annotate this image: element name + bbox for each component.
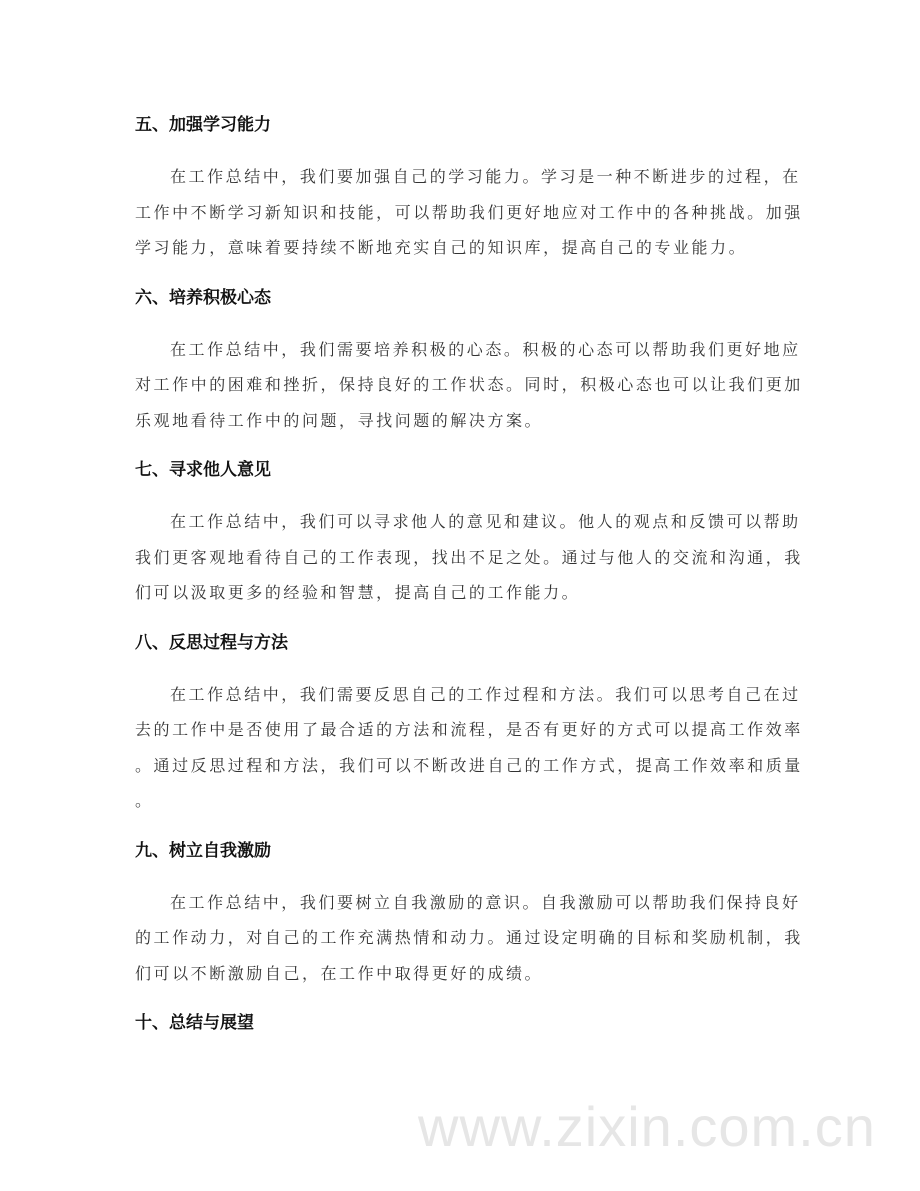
paragraph-line: 工作中不断学习新知识和技能，可以帮助我们更好地应对工作中的各种挑战。加强 — [135, 202, 803, 222]
section-paragraph — [135, 677, 803, 819]
paragraph-line: 我们更客观地看待自己的工作表现，找出不足之处。通过与他人的交流和沟通，我 — [135, 547, 803, 567]
paragraph-line: 们可以不断激励自己，在工作中取得更好的成绩。 — [135, 963, 544, 983]
watermark: www.zixin.com.cn — [418, 1095, 876, 1158]
paragraph-line: 在工作总结中，我们要树立自我激励的意识。自我激励可以帮助我们保持良好 — [170, 892, 801, 912]
section-paragraph — [135, 885, 803, 992]
paragraph-line: 们可以汲取更多的经验和智慧，提高自己的工作能力。 — [135, 583, 581, 602]
section-heading: 五、加强学习能力 — [135, 115, 271, 135]
section-paragraph — [135, 159, 803, 266]
paragraph-line: 对工作中的困难和挫折，保持良好的工作状态。同时，积极心态也可以让我们更加 — [135, 375, 803, 394]
paragraph-line: 。 — [135, 791, 154, 810]
section-heading: 六、培养积极心态 — [135, 287, 271, 308]
paragraph-line: 在工作总结中，我们要加强自己的学习能力。学习是一种不断进步的过程，在 — [170, 167, 801, 186]
paragraph-line: 的工作动力，对自己的工作充满热情和动力。通过设定明确的目标和奖励机制，我 — [135, 928, 803, 947]
paragraph-line: 在工作总结中，我们需要反思自己的工作过程和方法。我们可以思考自己在过 — [170, 684, 801, 704]
section-heading: 八、反思过程与方法 — [135, 632, 288, 653]
paragraph-line: 在工作总结中，我们需要培养积极的心态。积极的心态可以帮助我们更好地应 — [170, 339, 801, 359]
paragraph-line: 在工作总结中，我们可以寻求他人的意见和建议。他人的观点和反馈可以帮助 — [170, 512, 801, 531]
document-body — [135, 107, 803, 1057]
paragraph-line: 去的工作中是否使用了最合适的方法和流程，是否有更好的方式可以提高工作效率 — [135, 720, 803, 739]
section-heading: 七、寻求他人意见 — [135, 460, 271, 480]
paragraph-line: 学习能力，意味着要持续不断地充实自己的知识库，提高自己的专业能力。 — [135, 238, 748, 257]
paragraph-line: 。通过反思过程和方法，我们可以不断改进自己的工作方式，提高工作效率和质量 — [135, 755, 803, 775]
section-paragraph — [135, 332, 803, 439]
section-heading: 十、总结与展望 — [135, 1013, 254, 1033]
section-heading: 九、树立自我激励 — [135, 840, 271, 861]
paragraph-line: 乐观地看待工作中的问题，寻找问题的解决方案。 — [135, 410, 544, 430]
section-paragraph — [135, 504, 803, 611]
